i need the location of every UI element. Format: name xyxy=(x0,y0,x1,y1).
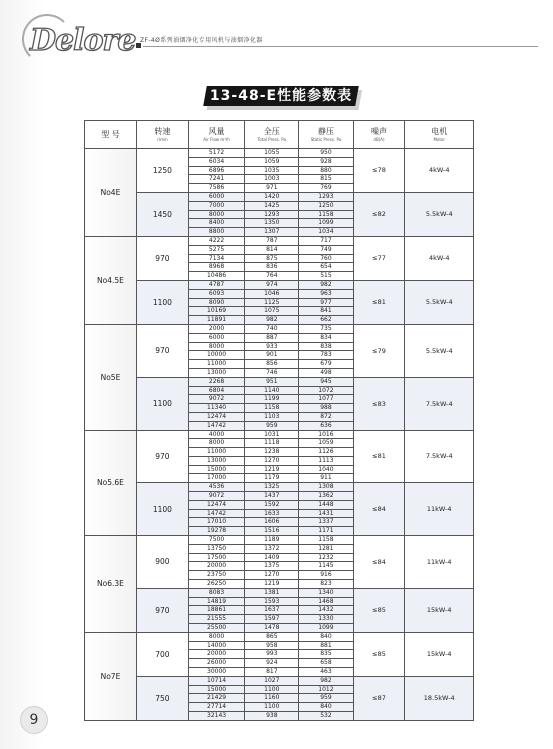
column-header-label: 静压 xyxy=(317,127,334,136)
total-pressure-cell: 1307 xyxy=(245,228,299,237)
air-flow-cell: 13000 xyxy=(188,456,244,465)
brand-logo xyxy=(30,18,140,64)
air-flow-cell: 11891 xyxy=(188,316,244,325)
air-flow-cell: 15000 xyxy=(188,465,244,474)
air-flow-cell: 25500 xyxy=(188,624,244,633)
total-pressure-cell: 814 xyxy=(245,245,299,254)
total-pressure-cell: 1055 xyxy=(245,149,299,158)
table-row xyxy=(85,377,474,386)
speed-cell: 970 xyxy=(136,430,188,483)
table-row xyxy=(85,632,474,641)
total-pressure-cell: 1075 xyxy=(245,307,299,316)
total-pressure-cell: 1381 xyxy=(245,588,299,597)
total-pressure-cell: 764 xyxy=(245,272,299,281)
static-pressure-cell: 1281 xyxy=(299,544,353,553)
static-pressure-cell: 1330 xyxy=(299,615,353,624)
noise-cell: ≤84 xyxy=(353,483,405,536)
air-flow-cell: 7500 xyxy=(188,536,244,545)
air-flow-cell: 6896 xyxy=(188,166,244,175)
total-pressure-cell: 933 xyxy=(245,342,299,351)
column-header xyxy=(136,121,188,149)
air-flow-cell: 4000 xyxy=(188,430,244,439)
static-pressure-cell: 1337 xyxy=(299,518,353,527)
total-pressure-cell: 938 xyxy=(245,712,299,721)
air-flow-cell: 8000 xyxy=(188,210,244,219)
total-pressure-cell: 1125 xyxy=(245,298,299,307)
static-pressure-cell: 977 xyxy=(299,298,353,307)
total-pressure-cell: 1437 xyxy=(245,492,299,501)
total-pressure-cell: 1189 xyxy=(245,536,299,545)
motor-cell: 7.5kW-4 xyxy=(405,377,474,430)
column-header-label: 噪声 xyxy=(370,127,387,136)
noise-cell: ≤85 xyxy=(353,632,405,676)
air-flow-cell: 5275 xyxy=(188,245,244,254)
static-pressure-cell: 658 xyxy=(299,659,353,668)
static-pressure-cell: 815 xyxy=(299,175,353,184)
total-pressure-cell: 1103 xyxy=(245,412,299,421)
static-pressure-cell: 769 xyxy=(299,184,353,193)
total-pressure-cell: 856 xyxy=(245,360,299,369)
total-pressure-cell: 787 xyxy=(245,236,299,245)
noise-cell: ≤85 xyxy=(353,588,405,632)
total-pressure-cell: 1100 xyxy=(245,703,299,712)
table-row xyxy=(85,430,474,439)
air-flow-cell: 26000 xyxy=(188,659,244,668)
speed-cell: 1450 xyxy=(136,192,188,236)
air-flow-cell: 17500 xyxy=(188,553,244,562)
static-pressure-cell: 1468 xyxy=(299,597,353,606)
static-pressure-cell: 1012 xyxy=(299,685,353,694)
total-pressure-cell: 1160 xyxy=(245,694,299,703)
static-pressure-cell: 928 xyxy=(299,157,353,166)
column-header-unit: Static Press. Pa xyxy=(310,137,342,142)
air-flow-cell: 23750 xyxy=(188,571,244,580)
speed-cell: 700 xyxy=(136,632,188,676)
air-flow-cell: 2268 xyxy=(188,377,244,386)
speed-cell: 1250 xyxy=(136,149,188,193)
static-pressure-cell: 1158 xyxy=(299,536,353,545)
static-pressure-cell: 823 xyxy=(299,580,353,589)
air-flow-cell: 30000 xyxy=(188,668,244,677)
air-flow-cell: 4787 xyxy=(188,280,244,289)
performance-table xyxy=(84,120,474,721)
air-flow-cell: 14742 xyxy=(188,509,244,518)
speed-cell: 900 xyxy=(136,536,188,589)
air-flow-cell: 9072 xyxy=(188,395,244,404)
total-pressure-cell: 959 xyxy=(245,421,299,430)
static-pressure-cell: 1448 xyxy=(299,500,353,509)
air-flow-cell: 8800 xyxy=(188,228,244,237)
air-flow-cell: 7000 xyxy=(188,201,244,210)
static-pressure-cell: 880 xyxy=(299,166,353,175)
static-pressure-cell: 881 xyxy=(299,641,353,650)
noise-cell: ≤87 xyxy=(353,676,405,720)
static-pressure-cell: 959 xyxy=(299,694,353,703)
air-flow-cell: 14819 xyxy=(188,597,244,606)
static-pressure-cell: 1099 xyxy=(299,624,353,633)
static-pressure-cell: 950 xyxy=(299,149,353,158)
total-pressure-cell: 1593 xyxy=(245,597,299,606)
static-pressure-cell: 749 xyxy=(299,245,353,254)
air-flow-cell: 12474 xyxy=(188,412,244,421)
static-pressure-cell: 1145 xyxy=(299,562,353,571)
motor-cell: 5.5kW-4 xyxy=(405,324,474,377)
motor-cell: 4kW-4 xyxy=(405,149,474,193)
air-flow-cell: 8000 xyxy=(188,342,244,351)
total-pressure-cell: 1003 xyxy=(245,175,299,184)
column-header-unit: Total Press. Pa xyxy=(257,137,286,142)
static-pressure-cell: 838 xyxy=(299,342,353,351)
static-pressure-cell: 834 xyxy=(299,333,353,342)
motor-cell: 5.5kW-4 xyxy=(405,192,474,236)
static-pressure-cell: 988 xyxy=(299,404,353,413)
air-flow-cell: 18861 xyxy=(188,606,244,615)
total-pressure-cell: 1372 xyxy=(245,544,299,553)
table-row xyxy=(85,192,474,201)
static-pressure-cell: 840 xyxy=(299,632,353,641)
air-flow-cell: 9072 xyxy=(188,492,244,501)
static-pressure-cell: 760 xyxy=(299,254,353,263)
static-pressure-cell: 1308 xyxy=(299,483,353,492)
total-pressure-cell: 1375 xyxy=(245,562,299,571)
total-pressure-cell: 1219 xyxy=(245,465,299,474)
motor-cell: 15kW-4 xyxy=(405,588,474,632)
air-flow-cell: 6000 xyxy=(188,192,244,201)
total-pressure-cell: 1059 xyxy=(245,157,299,166)
air-flow-cell: 8090 xyxy=(188,298,244,307)
total-pressure-cell: 1046 xyxy=(245,289,299,298)
air-flow-cell: 6000 xyxy=(188,333,244,342)
total-pressure-cell: 836 xyxy=(245,263,299,272)
air-flow-cell: 6093 xyxy=(188,289,244,298)
column-header-label: 电机 xyxy=(431,127,448,136)
static-pressure-cell: 1362 xyxy=(299,492,353,501)
air-flow-cell: 4222 xyxy=(188,236,244,245)
motor-cell: 11kW-4 xyxy=(405,536,474,589)
total-pressure-cell: 1035 xyxy=(245,166,299,175)
static-pressure-cell: 498 xyxy=(299,368,353,377)
total-pressure-cell: 1140 xyxy=(245,386,299,395)
noise-cell: ≤84 xyxy=(353,536,405,589)
column-header-unit: Air Flow m³/h xyxy=(203,137,230,142)
model-cell: No4.5E xyxy=(85,236,137,324)
table-row xyxy=(85,588,474,597)
column-header-unit: r/min xyxy=(157,137,168,142)
air-flow-cell: 11000 xyxy=(188,360,244,369)
static-pressure-cell: 515 xyxy=(299,272,353,281)
air-flow-cell: 10169 xyxy=(188,307,244,316)
total-pressure-cell: 982 xyxy=(245,316,299,325)
static-pressure-cell: 654 xyxy=(299,263,353,272)
table-row xyxy=(85,149,474,158)
air-flow-cell: 19278 xyxy=(188,527,244,536)
table-row xyxy=(85,280,474,289)
model-cell: No5.6E xyxy=(85,430,137,536)
column-header xyxy=(353,121,405,149)
model-cell: No6.3E xyxy=(85,536,137,633)
total-pressure-cell: 1409 xyxy=(245,553,299,562)
total-pressure-cell: 875 xyxy=(245,254,299,263)
total-pressure-cell: 901 xyxy=(245,351,299,360)
total-pressure-cell: 1606 xyxy=(245,518,299,527)
total-pressure-cell: 1293 xyxy=(245,210,299,219)
total-pressure-cell: 974 xyxy=(245,280,299,289)
table-row xyxy=(85,676,474,685)
noise-cell: ≤78 xyxy=(353,149,405,193)
static-pressure-cell: 835 xyxy=(299,650,353,659)
table-row xyxy=(85,236,474,245)
total-pressure-cell: 1270 xyxy=(245,571,299,580)
air-flow-cell: 12474 xyxy=(188,500,244,509)
motor-cell: 5.5kW-4 xyxy=(405,280,474,324)
air-flow-cell: 8083 xyxy=(188,588,244,597)
air-flow-cell: 17000 xyxy=(188,474,244,483)
air-flow-cell: 6804 xyxy=(188,386,244,395)
header-subtitle: ZF-4Ø系列油烟净化专用风机与油烟净化器 xyxy=(140,37,263,44)
table-row xyxy=(85,324,474,333)
total-pressure-cell: 1219 xyxy=(245,580,299,589)
air-flow-cell: 7586 xyxy=(188,184,244,193)
total-pressure-cell: 1158 xyxy=(245,404,299,413)
static-pressure-cell: 679 xyxy=(299,360,353,369)
motor-cell: 4kW-4 xyxy=(405,236,474,280)
total-pressure-cell: 1179 xyxy=(245,474,299,483)
static-pressure-cell: 982 xyxy=(299,676,353,685)
total-pressure-cell: 924 xyxy=(245,659,299,668)
static-pressure-cell: 783 xyxy=(299,351,353,360)
total-pressure-cell: 817 xyxy=(245,668,299,677)
column-header-unit: dB(A) xyxy=(373,137,385,142)
table-body xyxy=(85,149,474,721)
static-pressure-cell: 735 xyxy=(299,324,353,333)
air-flow-cell: 13000 xyxy=(188,368,244,377)
static-pressure-cell: 1099 xyxy=(299,219,353,228)
motor-cell: 15kW-4 xyxy=(405,632,474,676)
static-pressure-cell: 840 xyxy=(299,703,353,712)
static-pressure-cell: 1077 xyxy=(299,395,353,404)
air-flow-cell: 27714 xyxy=(188,703,244,712)
total-pressure-cell: 1270 xyxy=(245,456,299,465)
noise-cell: ≤82 xyxy=(353,192,405,236)
motor-cell: 18.5kW-4 xyxy=(405,676,474,720)
static-pressure-cell: 1059 xyxy=(299,439,353,448)
air-flow-cell: 7241 xyxy=(188,175,244,184)
model-cell: No4E xyxy=(85,149,137,237)
table-row xyxy=(85,536,474,545)
brand-logo-text: Delore xyxy=(30,23,136,58)
page-number: 9 xyxy=(29,712,39,728)
noise-cell: ≤81 xyxy=(353,280,405,324)
column-header xyxy=(188,121,244,149)
air-flow-cell: 21555 xyxy=(188,615,244,624)
total-pressure-cell: 1238 xyxy=(245,448,299,457)
speed-cell: 1100 xyxy=(136,483,188,536)
air-flow-cell: 8400 xyxy=(188,219,244,228)
speed-cell: 750 xyxy=(136,676,188,720)
noise-cell: ≤77 xyxy=(353,236,405,280)
model-cell: No7E xyxy=(85,632,137,720)
static-pressure-cell: 1293 xyxy=(299,192,353,201)
column-header xyxy=(405,121,474,149)
air-flow-cell: 10486 xyxy=(188,272,244,281)
air-flow-cell: 5172 xyxy=(188,149,244,158)
column-header xyxy=(85,121,137,149)
noise-cell: ≤81 xyxy=(353,430,405,483)
air-flow-cell: 17010 xyxy=(188,518,244,527)
air-flow-cell: 6034 xyxy=(188,157,244,166)
speed-cell: 1100 xyxy=(136,377,188,430)
static-pressure-cell: 717 xyxy=(299,236,353,245)
static-pressure-cell: 982 xyxy=(299,280,353,289)
total-pressure-cell: 1325 xyxy=(245,483,299,492)
air-flow-cell: 7134 xyxy=(188,254,244,263)
static-pressure-cell: 1250 xyxy=(299,201,353,210)
total-pressure-cell: 865 xyxy=(245,632,299,641)
total-pressure-cell: 1637 xyxy=(245,606,299,615)
model-cell: No5E xyxy=(85,324,137,430)
static-pressure-cell: 1072 xyxy=(299,386,353,395)
static-pressure-cell: 1126 xyxy=(299,448,353,457)
column-header-unit: Motor xyxy=(433,137,445,142)
air-flow-cell: 14000 xyxy=(188,641,244,650)
table-header-row xyxy=(85,121,474,149)
total-pressure-cell: 1031 xyxy=(245,430,299,439)
total-pressure-cell: 740 xyxy=(245,324,299,333)
static-pressure-cell: 1034 xyxy=(299,228,353,237)
total-pressure-cell: 1350 xyxy=(245,219,299,228)
total-pressure-cell: 1597 xyxy=(245,615,299,624)
total-pressure-cell: 1118 xyxy=(245,439,299,448)
total-pressure-cell: 1478 xyxy=(245,624,299,633)
air-flow-cell: 14742 xyxy=(188,421,244,430)
air-flow-cell: 10000 xyxy=(188,351,244,360)
total-pressure-cell: 887 xyxy=(245,333,299,342)
static-pressure-cell: 945 xyxy=(299,377,353,386)
air-flow-cell: 15000 xyxy=(188,685,244,694)
noise-cell: ≤79 xyxy=(353,324,405,377)
static-pressure-cell: 841 xyxy=(299,307,353,316)
air-flow-cell: 20000 xyxy=(188,650,244,659)
air-flow-cell: 21429 xyxy=(188,694,244,703)
motor-cell: 7.5kW-4 xyxy=(405,430,474,483)
speed-cell: 970 xyxy=(136,236,188,280)
table-title-banner xyxy=(203,86,359,106)
static-pressure-cell: 1158 xyxy=(299,210,353,219)
air-flow-cell: 26250 xyxy=(188,580,244,589)
column-header-label: 型 号 xyxy=(101,129,120,139)
total-pressure-cell: 1199 xyxy=(245,395,299,404)
static-pressure-cell: 1232 xyxy=(299,553,353,562)
static-pressure-cell: 1040 xyxy=(299,465,353,474)
speed-cell: 970 xyxy=(136,324,188,377)
static-pressure-cell: 1340 xyxy=(299,588,353,597)
total-pressure-cell: 1420 xyxy=(245,192,299,201)
total-pressure-cell: 958 xyxy=(245,641,299,650)
total-pressure-cell: 1027 xyxy=(245,676,299,685)
column-header-label: 风量 xyxy=(208,127,225,136)
air-flow-cell: 8000 xyxy=(188,632,244,641)
static-pressure-cell: 916 xyxy=(299,571,353,580)
air-flow-cell: 4536 xyxy=(188,483,244,492)
air-flow-cell: 32143 xyxy=(188,712,244,721)
static-pressure-cell: 636 xyxy=(299,421,353,430)
air-flow-cell: 11340 xyxy=(188,404,244,413)
static-pressure-cell: 1113 xyxy=(299,456,353,465)
air-flow-cell: 13750 xyxy=(188,544,244,553)
noise-cell: ≤83 xyxy=(353,377,405,430)
table-title: 13-48-E性能参数表 xyxy=(209,88,353,104)
column-header-label: 转速 xyxy=(154,127,171,136)
motor-cell: 11kW-4 xyxy=(405,483,474,536)
static-pressure-cell: 1171 xyxy=(299,527,353,536)
total-pressure-cell: 1516 xyxy=(245,527,299,536)
total-pressure-cell: 1100 xyxy=(245,685,299,694)
column-header-label: 全压 xyxy=(263,127,280,136)
speed-cell: 1100 xyxy=(136,280,188,324)
speed-cell: 970 xyxy=(136,588,188,632)
static-pressure-cell: 532 xyxy=(299,712,353,721)
air-flow-cell: 2000 xyxy=(188,324,244,333)
total-pressure-cell: 1633 xyxy=(245,509,299,518)
total-pressure-cell: 1592 xyxy=(245,500,299,509)
static-pressure-cell: 872 xyxy=(299,412,353,421)
static-pressure-cell: 662 xyxy=(299,316,353,325)
air-flow-cell: 8968 xyxy=(188,263,244,272)
column-header xyxy=(245,121,299,149)
static-pressure-cell: 911 xyxy=(299,474,353,483)
static-pressure-cell: 963 xyxy=(299,289,353,298)
table-row xyxy=(85,483,474,492)
air-flow-cell: 8000 xyxy=(188,439,244,448)
total-pressure-cell: 951 xyxy=(245,377,299,386)
total-pressure-cell: 746 xyxy=(245,368,299,377)
static-pressure-cell: 1432 xyxy=(299,606,353,615)
static-pressure-cell: 1431 xyxy=(299,509,353,518)
air-flow-cell: 10714 xyxy=(188,676,244,685)
total-pressure-cell: 993 xyxy=(245,650,299,659)
air-flow-cell: 20000 xyxy=(188,562,244,571)
static-pressure-cell: 463 xyxy=(299,668,353,677)
total-pressure-cell: 971 xyxy=(245,184,299,193)
page-number-badge xyxy=(20,706,48,734)
total-pressure-cell: 1425 xyxy=(245,201,299,210)
air-flow-cell: 11000 xyxy=(188,448,244,457)
column-header xyxy=(299,121,353,149)
static-pressure-cell: 1016 xyxy=(299,430,353,439)
header-rule xyxy=(143,46,538,47)
